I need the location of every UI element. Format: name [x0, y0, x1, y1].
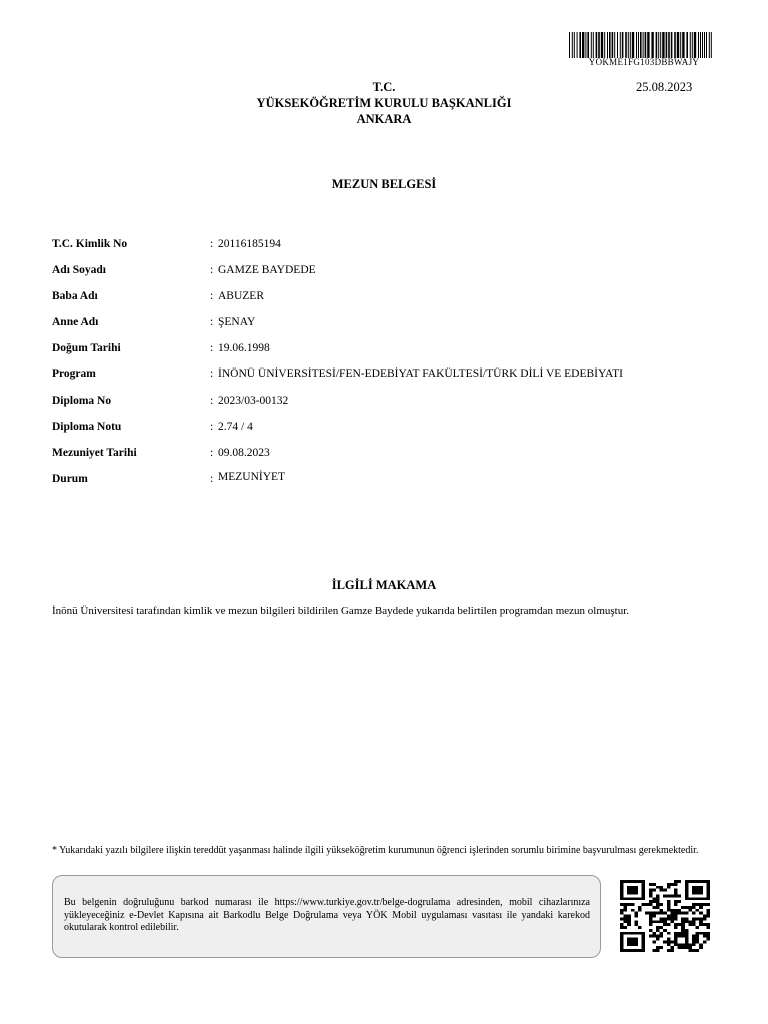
field-value: ŞENAY	[218, 316, 256, 328]
field-colon: :	[210, 368, 214, 380]
field-colon: :	[210, 395, 214, 407]
verification-text: Bu belgenin doğruluğunu barkod numarası ile https://www.turkiye.gov.tr/belge-dogrulama adresinden, mobil cihazlarınıza yükleyeceğiniz e-Devlet Kapısına ait Barkodlu Belge Doğrulama veya YÖK Mobil uygulaması vasıtası ile yandaki karekod okutularak kontrol edilebilir.	[64, 897, 590, 933]
section-title: İLGİLİ MAKAMA	[331, 578, 437, 592]
header-line-tc: T.C.	[372, 80, 396, 94]
field-colon: :	[210, 421, 214, 433]
field-value: İNÖNÜ ÜNİVERSİTESİ/FEN-EDEBİYAT FAKÜLTESİ/TÜRK DİLİ VE EDEBİYATI	[218, 368, 623, 380]
statement-text: İnönü Üniversitesi tarafından kimlik ve mezun bilgileri bildirilen Gamze Baydede yukarıda belirtilen programdan mezun olmuştur.	[52, 605, 630, 617]
field-label: Diploma Notu	[52, 421, 122, 433]
barcode-number: YOKME1FG103DBBWAJY	[588, 57, 700, 67]
field-value: GAMZE BAYDEDE	[218, 264, 316, 276]
document-date: 25.08.2023	[636, 80, 693, 94]
field-colon: :	[210, 473, 214, 485]
field-value: 2023/03-00132	[218, 395, 289, 407]
field-colon: :	[210, 238, 214, 250]
issuer-header	[200, 79, 568, 127]
field-label: T.C. Kimlik No	[52, 238, 128, 250]
field-label: Baba Adı	[52, 290, 98, 302]
field-value: 09.08.2023	[218, 447, 270, 459]
footnote-text: * Yukarıdaki yazılı bilgilere ilişkin tereddüt yaşanması halinde ilgili yükseköğretim kurumunun öğrenci işlerinden sorumlu birimine başvurulması gerekmektedir.	[52, 845, 699, 856]
header-line-institution: YÜKSEKÖĞRETİM KURULU BAŞKANLIĞI	[256, 96, 512, 110]
qr-code-icon[interactable]	[620, 880, 710, 952]
field-value: MEZUNİYET	[218, 471, 286, 483]
field-value: 20116185194	[218, 238, 281, 250]
field-label: Mezuniyet Tarihi	[52, 447, 137, 459]
field-value: ABUZER	[218, 290, 264, 302]
document-title: MEZUN BELGESİ	[331, 177, 437, 191]
field-value: 2.74 / 4	[218, 421, 253, 433]
field-colon: :	[210, 290, 214, 302]
field-label: Adı Soyadı	[52, 264, 107, 276]
field-colon: :	[210, 342, 214, 354]
field-label: Doğum Tarihi	[52, 342, 121, 354]
field-label: Program	[52, 368, 96, 380]
field-colon: :	[210, 447, 214, 459]
field-label: Anne Adı	[52, 316, 99, 328]
field-value: 19.06.1998	[218, 342, 270, 354]
field-colon: :	[210, 316, 214, 328]
header-line-city: ANKARA	[356, 112, 412, 126]
barcode-icon	[568, 32, 714, 58]
field-colon: :	[210, 264, 214, 276]
field-label: Diploma No	[52, 395, 112, 407]
field-label: Durum	[52, 473, 88, 485]
